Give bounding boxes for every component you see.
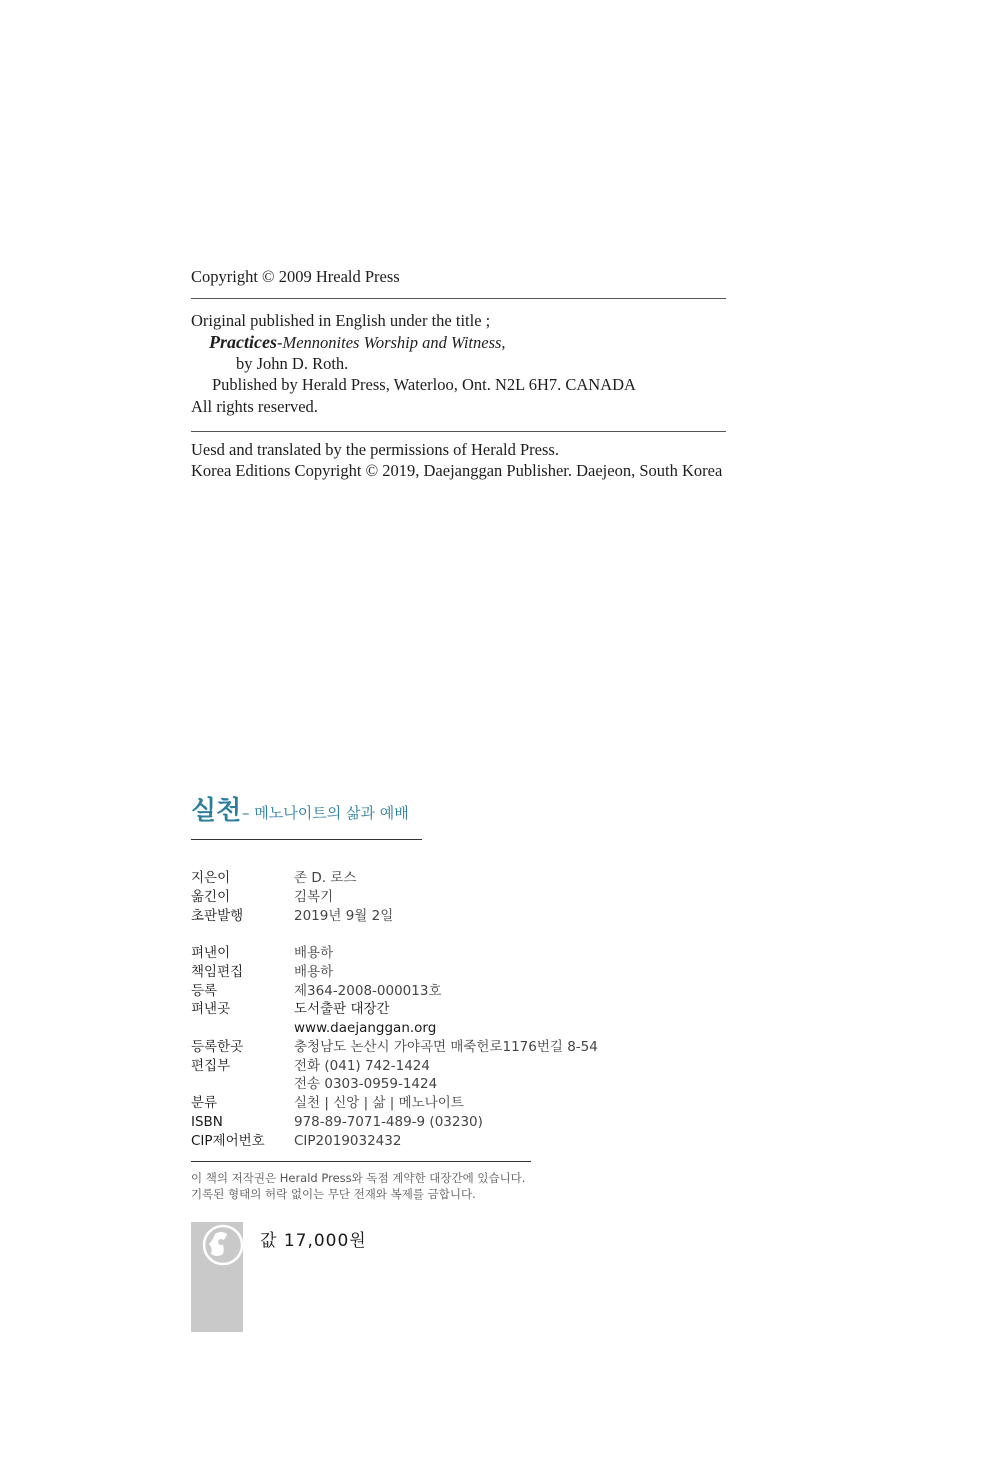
info-value: 제364-2008-000013호: [294, 983, 442, 999]
book-title: 실천: [191, 796, 242, 826]
price: 값 17,000원: [260, 1231, 367, 1251]
info-value: 김복기: [294, 889, 334, 905]
info-label: 편집부: [191, 1058, 231, 1074]
copyright-notice: 이 책의 저작권은 Herald Press와 독점 계약한 대장간에 있습니다.: [191, 1171, 526, 1185]
info-value: 전송 0303-0959-1424: [294, 1076, 438, 1092]
translation-line: Uesd and translated by the permissions of Herald Press.: [191, 440, 559, 459]
info-value: 존 D. 로스: [294, 870, 357, 886]
info-label: 초판발행: [191, 908, 244, 924]
divider: [191, 839, 422, 840]
info-label: 펴낸곳: [191, 1001, 231, 1017]
copyright-line: Copyright © 2009 Hreald Press: [191, 267, 400, 286]
info-value: 배용하: [294, 964, 334, 980]
info-value: 도서출판 대장간: [294, 1001, 390, 1017]
original-title: [209, 332, 506, 353]
original-intro: Original published in English under the title ;: [191, 311, 491, 330]
book-subtitle: – 메노나이트의 삶과 예배: [242, 804, 409, 822]
publisher-logo-block: [191, 1222, 243, 1332]
info-label: CIP제어번호: [191, 1133, 265, 1149]
info-value: 실천 | 신앙 | 삶 | 메노나이트: [294, 1095, 464, 1111]
info-label: 옮긴이: [191, 889, 231, 905]
info-value: 배용하: [294, 945, 334, 961]
info-value: CIP2019032432: [294, 1133, 402, 1149]
info-value: 2019년 9월 2일: [294, 908, 394, 924]
info-label: 펴낸이: [191, 945, 231, 961]
info-label: 분류: [191, 1095, 218, 1111]
book-title-rest: -Mennonites Worship and Witness,: [276, 333, 506, 352]
korea-edition-line: Korea Editions Copyright © 2019, Daejanggan Publisher. Daejeon, South Korea: [191, 461, 723, 480]
info-label: 등록한곳: [191, 1039, 244, 1055]
copyright-notice: 기록된 형태의 허락 없이는 무단 전재와 복제를 금합니다.: [191, 1187, 476, 1201]
author-line: by John D. Roth.: [236, 354, 349, 373]
website-link[interactable]: www.daejanggan.org: [294, 1020, 437, 1036]
info-value: 충청남도 논산시 가야곡면 매죽헌로1176번길 8-54: [294, 1039, 598, 1055]
divider: [191, 298, 726, 299]
info-label: ISBN: [191, 1114, 223, 1130]
divider: [191, 1161, 531, 1162]
rights-line: All rights reserved.: [191, 397, 318, 416]
publisher-logo-icon: [191, 1222, 243, 1272]
publisher-line: Published by Herald Press, Waterloo, Ont. N2L 6H7. CANADA: [212, 375, 636, 394]
info-label: 등록: [191, 983, 218, 999]
info-value: 전화 (041) 742-1424: [294, 1058, 430, 1074]
book-title-bold: Practices: [209, 332, 277, 352]
info-label: 책임편집: [191, 964, 244, 980]
divider: [191, 431, 726, 432]
info-value: 978-89-7071-489-9 (03230): [294, 1114, 483, 1130]
info-label: 지은이: [191, 870, 231, 886]
